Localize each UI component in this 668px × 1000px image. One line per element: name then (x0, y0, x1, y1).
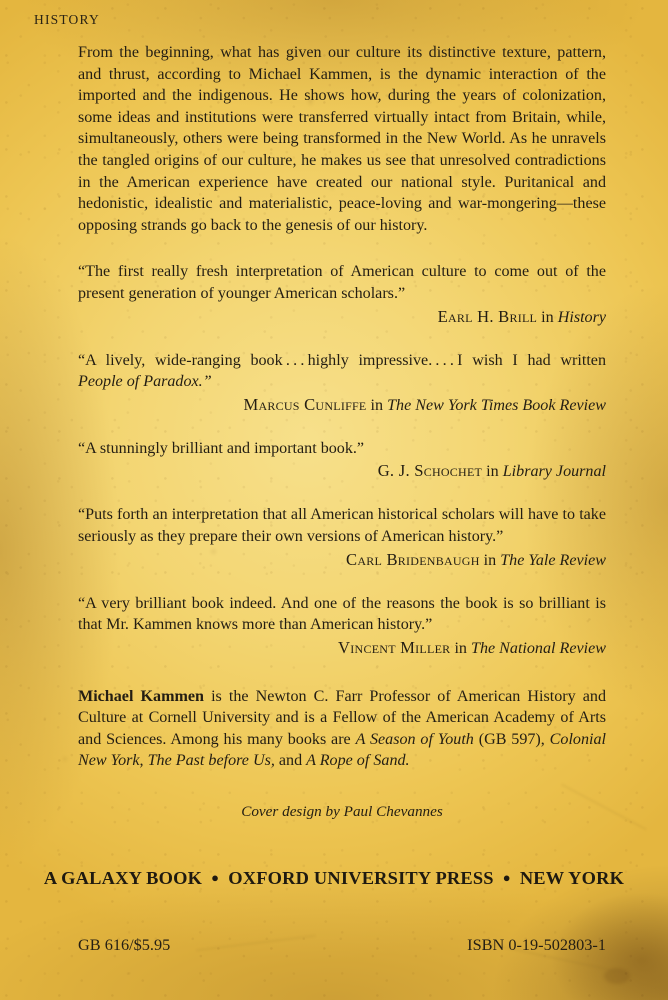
author-book-title: Colonial New York, The Past before Us, (78, 730, 606, 770)
blurb-publication: History (557, 308, 606, 326)
blurb-reviewer: Vincent Miller (338, 637, 451, 657)
blurb-reviewer: G. J. Schochet (377, 461, 483, 481)
author-bio-segment: and (274, 752, 307, 770)
blurb-connector: in (366, 396, 388, 414)
blurb-connector: in (450, 639, 471, 657)
review-blurb (78, 593, 606, 660)
publisher-imprint-line (0, 868, 668, 889)
back-cover-text-column (78, 42, 606, 823)
blurb-reviewer: Earl H. Brill (437, 306, 538, 326)
review-blurb (78, 350, 606, 417)
blurb-connector: in (482, 463, 503, 481)
blurb-quote: “A very brilliant book indeed. And one of the reasons the book is so brilliant is that Mr. Kammen knows more than American history.” (78, 594, 606, 634)
isbn: ISBN 0-19-502803-1 (467, 935, 606, 954)
series-name: A GALAXY BOOK (43, 868, 203, 888)
blurb-attribution (78, 460, 606, 483)
blurb-publication: The New York Times Book Review (387, 396, 606, 414)
cover-design-credit: Cover design by Paul Chevannes (241, 803, 443, 821)
blurb-attribution (78, 394, 606, 417)
blurb-quote: “A stunningly brilliant and important book.” (78, 439, 365, 457)
author-bio-segment: (GB 597), (473, 730, 550, 748)
blurb-reviewer: Carl Bridenbaugh (346, 549, 480, 569)
blurb-publication: The National Review (471, 639, 606, 657)
blurb-publication: Library Journal (502, 463, 606, 481)
publisher-city: NEW YORK (519, 868, 625, 888)
author-book-title: A Season of Youth (355, 730, 474, 748)
review-blurb (78, 504, 606, 571)
blurb-reviewer: Marcus Cunliffe (243, 394, 367, 414)
blurb-publication: The Yale Review (500, 551, 606, 569)
blurb-quote-title: People of Paradox.” (78, 373, 212, 391)
blurb-attribution (78, 549, 606, 572)
author-bio (78, 686, 606, 772)
blurb-quote-roman: “A lively, wide-ranging book . . . highly impressive. . . . I wish I had written (78, 351, 606, 369)
blurb-attribution (78, 637, 606, 660)
author-book-title: A Rope of Sand. (306, 752, 410, 770)
bullet-separator-icon: ● (211, 870, 220, 885)
publisher-name: OXFORD UNIVERSITY PRESS (228, 868, 494, 888)
cover-footer (78, 935, 606, 955)
author-name: Michael Kammen (78, 687, 204, 705)
blurb-connector: in (479, 551, 501, 569)
review-blurb (78, 261, 606, 328)
bullet-separator-icon: ● (502, 870, 511, 885)
blurb-quote (78, 350, 606, 393)
author-bio-segment: is the Newton C. Farr Professor of American History and Culture at Cornell University and is a Fellow of the American Academy of Arts and Sciences. Among his many books are (78, 687, 606, 748)
blurb-quote: “Puts forth an interpretation that all American historical scholars will have to take seriously as they prepare their own versions of American history.” (78, 506, 606, 545)
blurb-quote: “The first really fresh interpretation of American culture to come out of the present generation of younger American scholars.” (78, 263, 606, 302)
category-label: HISTORY (34, 12, 100, 27)
book-description: From the beginning, what has given our culture its distinctive texture, pattern, and thrust, according to Michael Kammen, is the dynamic interaction of the imported and the indigenous. He shows how, during the years of colonization, some ideas and institutions were transferred virtually intact from Britain, while, simultaneously, others were being transformed in the New World. As he unravels the tangled origins of our culture, he makes us see that unresolved contradictions in the American experience have created our national style. Puritanical and hedonistic, idealistic and materialistic, peace-loving and war-mongering—these opposing strands go back to the genesis of our history. (78, 44, 606, 234)
blurb-connector: in (537, 308, 558, 326)
blurb-attribution (78, 306, 606, 329)
review-blurb (78, 438, 606, 484)
catalog-number: GB 616/$5.95 (78, 935, 171, 954)
